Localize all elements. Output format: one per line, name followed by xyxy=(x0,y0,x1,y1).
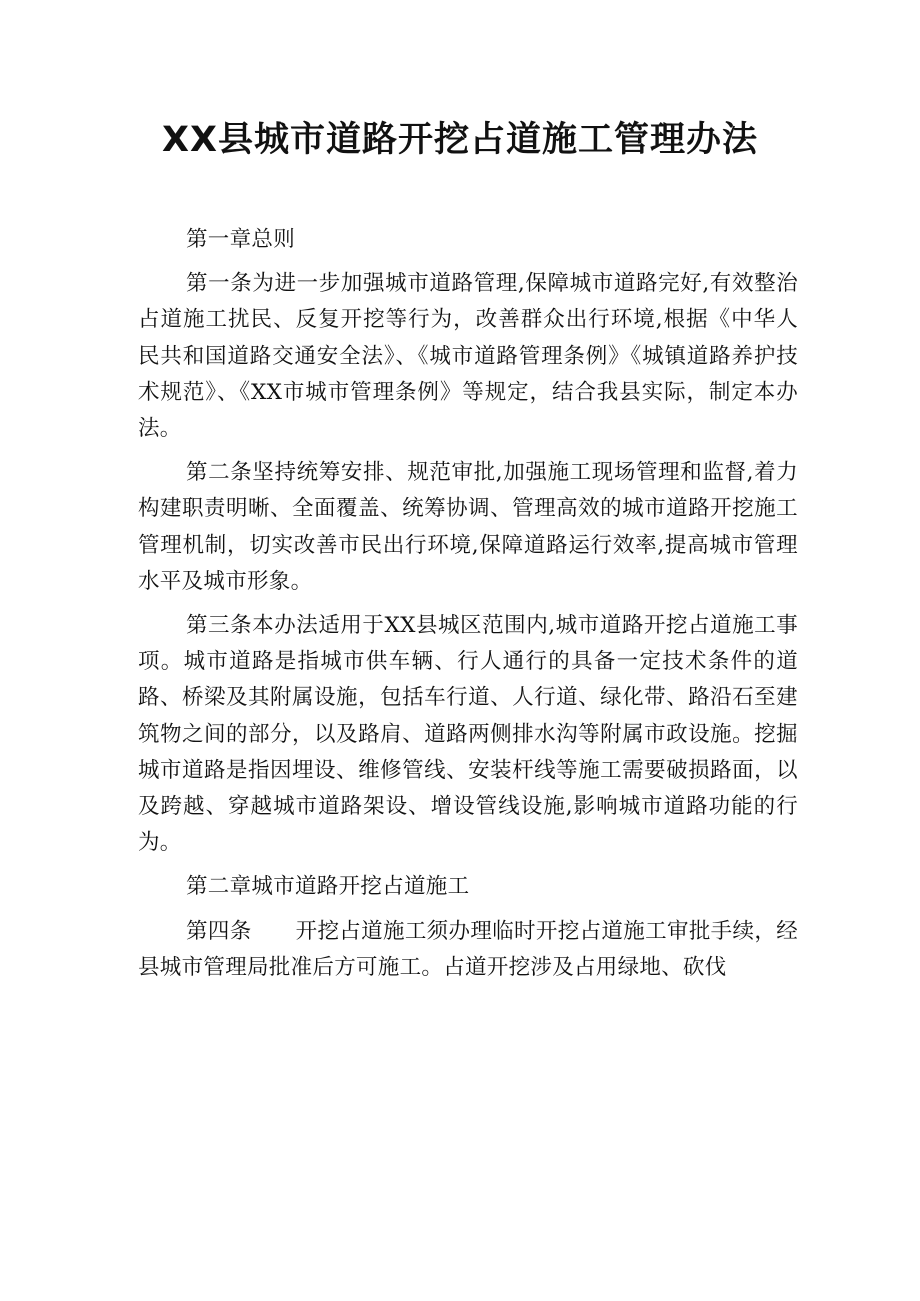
chapter-heading: 第一章总则 xyxy=(186,227,296,252)
chapter-heading: 第二章城市道路开挖占道施工 xyxy=(186,874,470,900)
document-body xyxy=(138,222,798,994)
article-text: 开挖占道施工须办理临时开挖占道施工审批手续，经县城市管理局批准后方可施工。占道开挖涉及占用绿地、砍伐 xyxy=(138,918,798,980)
article-paragraph: 第一条为进一步加强城市道路管理,保障城市道路完好,有效整治占道施工扰民、反复开挖等行为，改善群众出行环境,根据《中华人民共和国道路交通安全法》、《城市道路管理条例》《城镇道路养护技术规范》、《XX市城市管理条例》等规定，结合我县实际，制定本办法。 xyxy=(138,271,798,442)
article-paragraph: 第三条本办法适用于XX县城区范围内,城市道路开挖占道施工事项。城市道路是指城市供车辆、行人通行的具备一定技术条件的道路、桥梁及其附属设施，包括车行道、人行道、绿化带、路沿石至建筑物之间的部分，以及路肩、道路两侧排水沟等附属市政设施。挖掘城市道路是指因埋设、维修管线、安装杆线等施工需要破损路面，以及跨越、穿越城市道路架设、增设管线设施,影响城市道路功能的行为。 xyxy=(138,613,798,856)
article-label: 第四条 xyxy=(186,918,252,944)
article-paragraph xyxy=(138,914,798,986)
document-title: XX县城市道路开挖占道施工管理办法 xyxy=(162,120,758,160)
article-paragraph: 第二条坚持统筹安排、规范审批,加强施工现场管理和监督,着力构建职责明晰、全面覆盖、统筹协调、管理高效的城市道路开挖施工管理机制，切实改善市民出行环境,保障道路运行效率,提高城市管理水平及城市形象。 xyxy=(138,460,798,594)
